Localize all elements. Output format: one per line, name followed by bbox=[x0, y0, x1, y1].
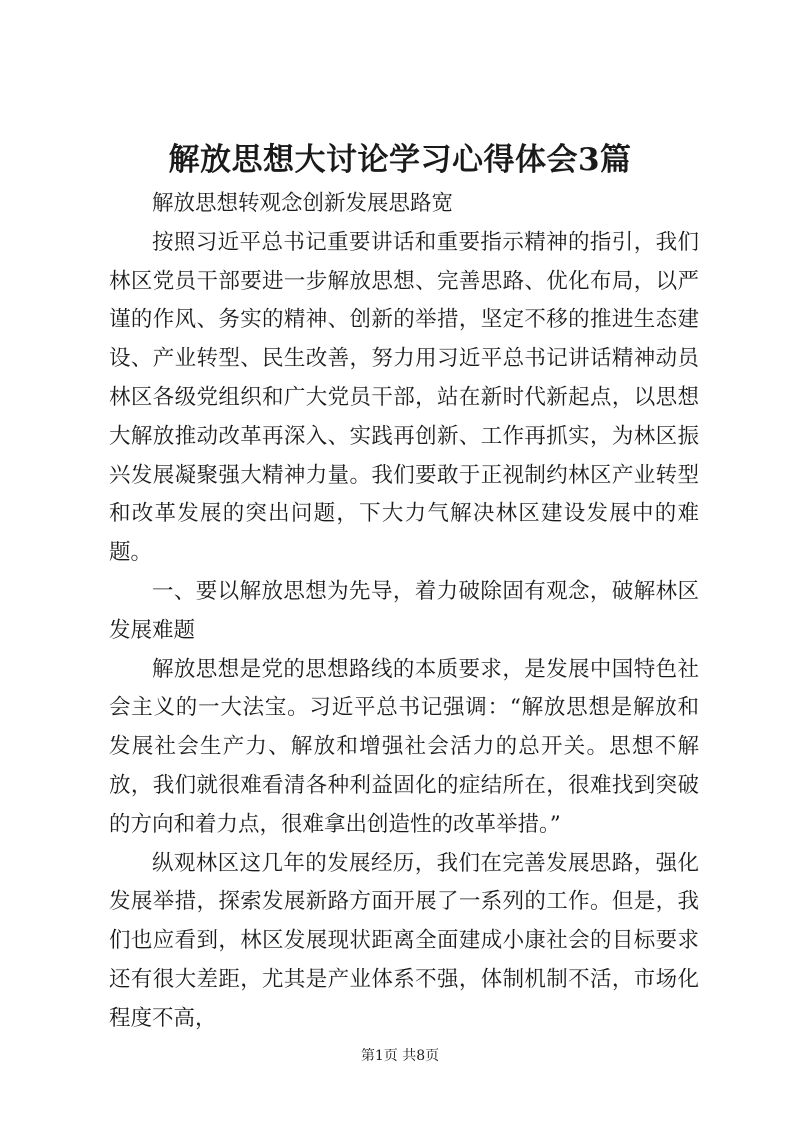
page-footer: 第1页 共8页 bbox=[360, 1048, 440, 1064]
document-title: 解放思想大讨论学习心得体会3篇 bbox=[168, 142, 632, 178]
paragraph: 纵观林区这几年的发展经历，我们在完善发展思路，强化发展举措，探索发展新路方面开展了一系列的工作。但是，我们也应看到，林区发展现状距离全面建成小康社会的目标要求还有很大差距，尤其是产业体系不强，体制机制不活，市场化程度不高， bbox=[109, 850, 699, 1031]
section-heading: 一、要以解放思想为先导，着力破除固有观念，破解林区发展难题 bbox=[109, 578, 699, 643]
paragraph-subtitle: 解放思想转观念创新发展思路宽 bbox=[152, 191, 454, 216]
paragraph: 按照习近平总书记重要讲话和重要指示精神的指引，我们林区党员干部要进一步解放思想、完善思路、优化布局，以严谨的作风、务实的精神、创新的举措，坚定不移的推进生态建设、产业转型、民生改善，努力用习近平总书记讲话精神动员林区各级党组织和广大党员干部，站在新时代新起点，以思想大解放推动改革再深入、实践再创新、工作再抓实，为林区振兴发展凝聚强大精神力量。我们要敢于正视制约林区产业转型和改革发展的突出问题，下大力气解决林区建设发展中的难题。 bbox=[109, 229, 699, 566]
paragraph: 解放思想是党的思想路线的本质要求，是发展中国特色社会主义的一大法宝。习近平总书记强调：“解放思想是解放和发展社会生产力、解放和增强社会活力的总开关。思想不解放，我们就很难看清各种利益固化的症结所在，很难找到突破的方向和着力点，很难拿出创造性的改革举措。” bbox=[109, 656, 699, 837]
document-body bbox=[109, 185, 699, 1039]
